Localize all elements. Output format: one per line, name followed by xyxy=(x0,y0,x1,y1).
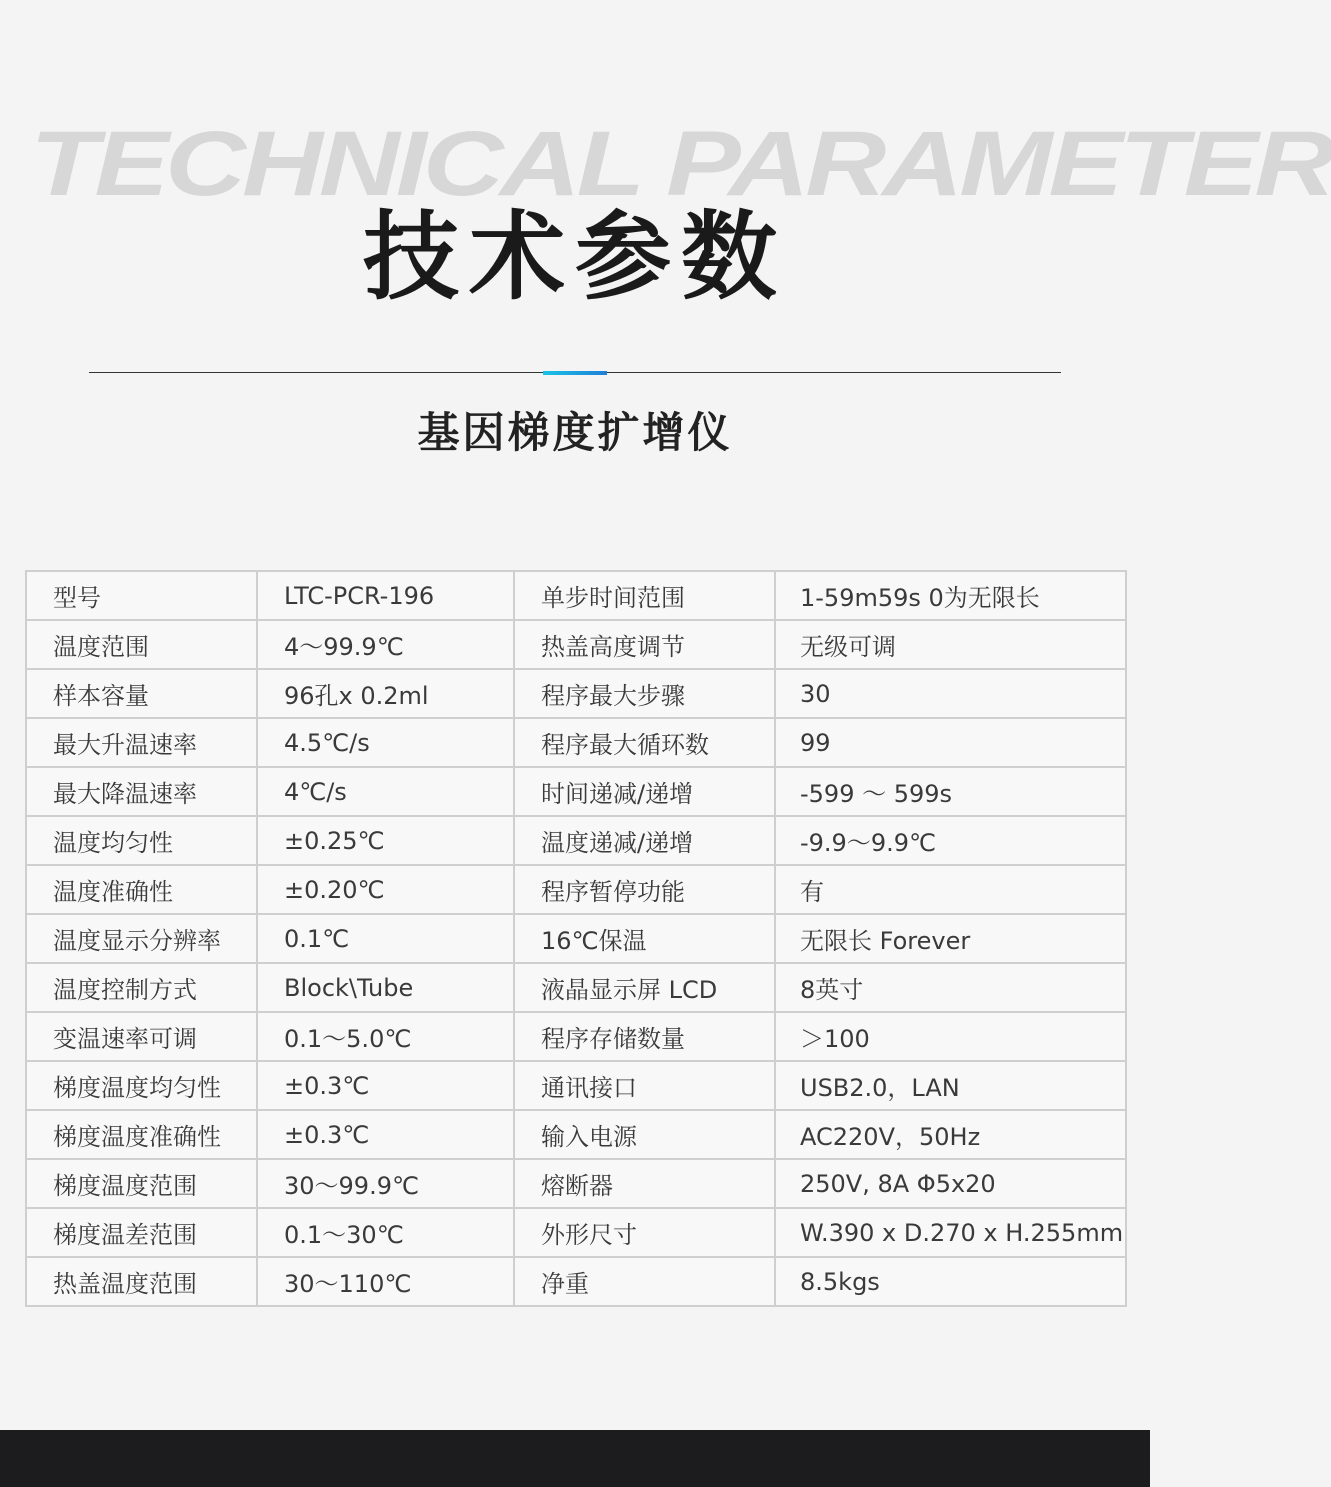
table-row xyxy=(26,963,1126,1012)
param-label: 热盖温度范围 xyxy=(26,1257,257,1306)
param-value: 1-59m59s 0为无限长 xyxy=(775,571,1126,620)
param-label: 净重 xyxy=(514,1257,775,1306)
table-row xyxy=(26,1110,1126,1159)
param-value: 0.1～5.0℃ xyxy=(257,1012,514,1061)
divider-accent xyxy=(543,371,607,375)
table-row xyxy=(26,620,1126,669)
param-label: 样本容量 xyxy=(26,669,257,718)
param-label: 型号 xyxy=(26,571,257,620)
param-label: 最大升温速率 xyxy=(26,718,257,767)
param-value: 无限长 Forever xyxy=(775,914,1126,963)
param-label: 熔断器 xyxy=(514,1159,775,1208)
param-label: 时间递减/递增 xyxy=(514,767,775,816)
param-value: 无级可调 xyxy=(775,620,1126,669)
param-label: 温度递减/递增 xyxy=(514,816,775,865)
param-value: ±0.3℃ xyxy=(257,1061,514,1110)
param-value: 250V, 8A Φ5x20 xyxy=(775,1159,1126,1208)
watermark-text: TECHNICAL PARAMETER xyxy=(30,112,1331,215)
table-row xyxy=(26,1061,1126,1110)
param-value: AC220V，50Hz xyxy=(775,1110,1126,1159)
param-value: ±0.3℃ xyxy=(257,1110,514,1159)
parameters-table-body xyxy=(26,571,1126,1306)
table-row xyxy=(26,1012,1126,1061)
table-row xyxy=(26,571,1126,620)
footer-bar xyxy=(0,1430,1150,1487)
param-label: 16℃保温 xyxy=(514,914,775,963)
table-row xyxy=(26,1257,1126,1306)
param-value: -9.9～9.9℃ xyxy=(775,816,1126,865)
param-value: W.390 x D.270 x H.255mm xyxy=(775,1208,1126,1257)
param-label: 温度均匀性 xyxy=(26,816,257,865)
param-label: 热盖高度调节 xyxy=(514,620,775,669)
param-label: 温度显示分辨率 xyxy=(26,914,257,963)
table-row xyxy=(26,669,1126,718)
param-label: 程序最大步骤 xyxy=(514,669,775,718)
param-value: 4～99.9℃ xyxy=(257,620,514,669)
product-subtitle: 基因梯度扩增仪 xyxy=(417,408,733,457)
table-row xyxy=(26,767,1126,816)
param-value: ±0.20℃ xyxy=(257,865,514,914)
param-label: 通讯接口 xyxy=(514,1061,775,1110)
param-label: 程序暂停功能 xyxy=(514,865,775,914)
param-value: 4.5℃/s xyxy=(257,718,514,767)
param-label: 液晶显示屏 LCD xyxy=(514,963,775,1012)
param-value: 30 xyxy=(775,669,1126,718)
param-value: 99 xyxy=(775,718,1126,767)
param-label: 程序存储数量 xyxy=(514,1012,775,1061)
param-label: 温度准确性 xyxy=(26,865,257,914)
param-label: 温度范围 xyxy=(26,620,257,669)
param-value: -599 ～ 599s xyxy=(775,767,1126,816)
parameters-table xyxy=(25,570,1127,1307)
param-value: 30～110℃ xyxy=(257,1257,514,1306)
param-label: 外形尺寸 xyxy=(514,1208,775,1257)
table-row xyxy=(26,1208,1126,1257)
param-label: 温度控制方式 xyxy=(26,963,257,1012)
param-label: 最大降温速率 xyxy=(26,767,257,816)
param-label: 梯度温差范围 xyxy=(26,1208,257,1257)
table-row xyxy=(26,865,1126,914)
param-value: Block\Tube xyxy=(257,963,514,1012)
param-value: 8.5kgs xyxy=(775,1257,1126,1306)
param-value: ＞100 xyxy=(775,1012,1126,1061)
table-row xyxy=(26,816,1126,865)
param-value: 96孔x 0.2ml xyxy=(257,669,514,718)
param-value: 8英寸 xyxy=(775,963,1126,1012)
table-row xyxy=(26,1159,1126,1208)
param-label: 程序最大循环数 xyxy=(514,718,775,767)
param-value: 0.1℃ xyxy=(257,914,514,963)
param-label: 梯度温度均匀性 xyxy=(26,1061,257,1110)
table-row xyxy=(26,718,1126,767)
param-label: 输入电源 xyxy=(514,1110,775,1159)
page-title: 技术参数 xyxy=(363,201,787,313)
param-value: 4℃/s xyxy=(257,767,514,816)
param-value: USB2.0，LAN xyxy=(775,1061,1126,1110)
param-label: 梯度温度范围 xyxy=(26,1159,257,1208)
param-value: 有 xyxy=(775,865,1126,914)
param-label: 梯度温度准确性 xyxy=(26,1110,257,1159)
param-value: 30～99.9℃ xyxy=(257,1159,514,1208)
param-value: 0.1～30℃ xyxy=(257,1208,514,1257)
param-label: 变温速率可调 xyxy=(26,1012,257,1061)
param-label: 单步时间范围 xyxy=(514,571,775,620)
table-row xyxy=(26,914,1126,963)
param-value: LTC-PCR-196 xyxy=(257,571,514,620)
param-value: ±0.25℃ xyxy=(257,816,514,865)
